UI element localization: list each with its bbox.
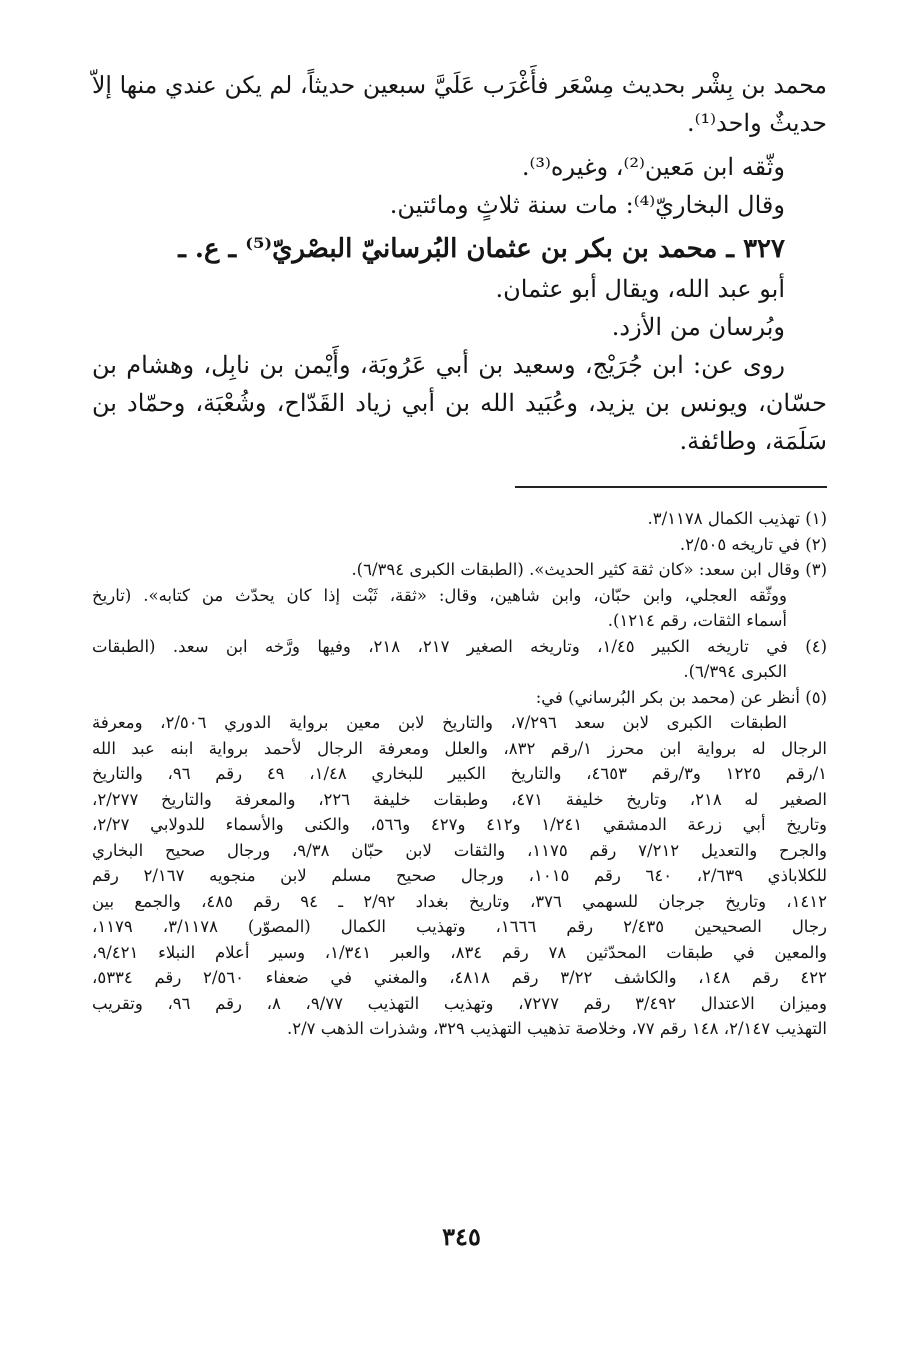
footnote-5-cont: الطبقات الكبرى لابن سعد ٧/٢٩٦، والتاريخ لابن معين برواية الدوري ٢/٥٠٦، ومعرفة [92,713,787,732]
footnote-3-cont: أسماء الثقات، رقم ١٢١٤). [607,611,787,630]
footnote-3-cont: ووثّقه العجلي، وابن حبّان، وابن شاهين، وقال: «ثقة، ثَبْت إذا كان يحدّث من كتابه». (تاريخ [92,585,787,605]
text-line-1: محمد بن بِشْر بحديث مِسْعَر فأَغْرَب عَلَيَّ سبعين حديثاً، لم يكن عندي منها إلاّ [92,71,827,99]
footnote-2: (٢) في تاريخه ٢/٥٠٥. [679,534,827,554]
footnote-5-cont: رجال الصحيحين ٢/٤٣٥ رقم ١٦٦٦، وتهذيب الكمال (المصوّر) ٣/١١٧٨، ١١٧٩، [92,917,828,936]
footnote-4-cont: الكبرى ٦/٣٩٤). [683,662,787,681]
entry-heading: ٣٢٧ ـ محمد بن بكر بن عثمان البُرسانيّ البصْريّ⁽⁵⁾ ـ ع. ـ [178,234,785,264]
footnote-5-cont: وميزان الاعتدال ٣/٤٩٢ رقم ٧٢٧٧، وتهذيب التهذيب ٩/٧٧، ٨، رقم ٩٦، وتقريب [92,993,827,1013]
footnote-4: (٤) في تاريخه الكبير ١/٤٥، وتاريخه الصغير ٢١٧، ٢١٨، وفيها ورَّخه ابن سعد. (الطبقات [92,636,827,656]
text-line-8: روى عن: ابن جُرَيْج، وسعيد بن أبي عَرُوبَة، وأَيْمن بن نابِل، وهشام بن [92,351,785,379]
text-line-6: أبو عبد الله، ويقال أبو عثمان. [495,275,785,303]
main-text [92,66,827,1042]
footnote-5: (٥) أنظر عن (محمد بن بكر البُرساني) في: [535,687,827,707]
footnote-5-cont: ١/رقم ١٢٢٥ و٣/رقم ٤٦٥٣، والتاريخ الكبير للبخاري ١/٤٨، ٤٩ رقم ٩٦، والتاريخ [92,764,828,783]
footnote-5-cont: الصغير له ٢١٨، وتاريخ خليفة ٤٧١، وطبقات خليفة ٢٢٦، والمعرفة والتاريخ ٢/٢٧٧، [92,789,827,809]
footnote-5-cont: للكلاباذي ٢/٦٣٩، ٦٤٠ رقم ١٠١٥، ورجال صحيح مسلم لابن منجويه ٢/١٦٧ رقم [92,866,828,885]
footnote-5-cont: والجرح والتعديل ٧/٢١٢ رقم ١١٧٥، والثقات لابن حبّان ٩/٣٨، ورجال صحيح البخاري [92,840,827,860]
footnote-5-cont: التهذيب ٢/١٤٧، ١٤٨ رقم ٧٧، وخلاصة تذهيب التهذيب ٣٢٩، وشذرات الذهب ٢/٧. [286,1019,827,1038]
page-number: ٣٤٥ [442,1222,481,1251]
footnote-1: (١) تهذيب الكمال ٣/١١٧٨. [647,509,827,528]
text-line-2: حديثٌ واحد⁽¹⁾. [686,109,827,137]
footnote-5-cont: الرجال له برواية ابن محرز ١/رقم ٨٣٢، والعلل ومعرفة الرجال لأحمد برواية ابنه عبد الله [92,738,828,758]
text-line-9: حسّان، ويونس بن يزيد، وعُبَيد الله بن أبي زياد القَدّاح، وشُعْبَة، وحمّاد بن [92,389,827,417]
footnote-5-cont: وتاريخ أبي زرعة الدمشقي ١/٢٤١ و٤١٢ و٤٢٧ و٥٦٦، والكنى والأسماء للدولابي ٢/٢٧، [92,815,828,834]
text-line-3: وثّقه ابن مَعين⁽²⁾، وغيره⁽³⁾. [521,153,785,181]
text-line-4: وقال البخاريّ⁽⁴⁾: مات سنة ثلاثٍ ومائتين. [389,191,785,219]
footnote-5-cont: ٤٢٢ رقم ١٤٨، والكاشف ٣/٢٢ رقم ٤٨١٨، والمغني في ضعفاء ٢/٥٦٠ رقم ٥٣٣٤، [92,968,828,987]
text-line-10: سَلَمَة، وطائفة. [679,427,827,455]
footnote-5-cont: والمعين في طبقات المحدّثين ٧٨ رقم ٨٣٤، والعبر ١/٣٤١، وسير أعلام النبلاء ٩/٤٢١، [92,942,827,962]
text-line-7: وبُرسان من الأزد. [611,313,785,341]
footnote-3: (٣) وقال ابن سعد: «كان ثقة كثير الحديث». (الطبقات الكبرى ٦/٣٩٤). [351,560,827,579]
footnote-separator [515,486,827,488]
footnote-5-cont: ١٤١٢، وتاريخ جرجان للسهمي ٣٧٦، وتاريخ بغداد ٢/٩٢ ـ ٩٤ رقم ٤٨٥، والجمع بين [92,891,828,911]
